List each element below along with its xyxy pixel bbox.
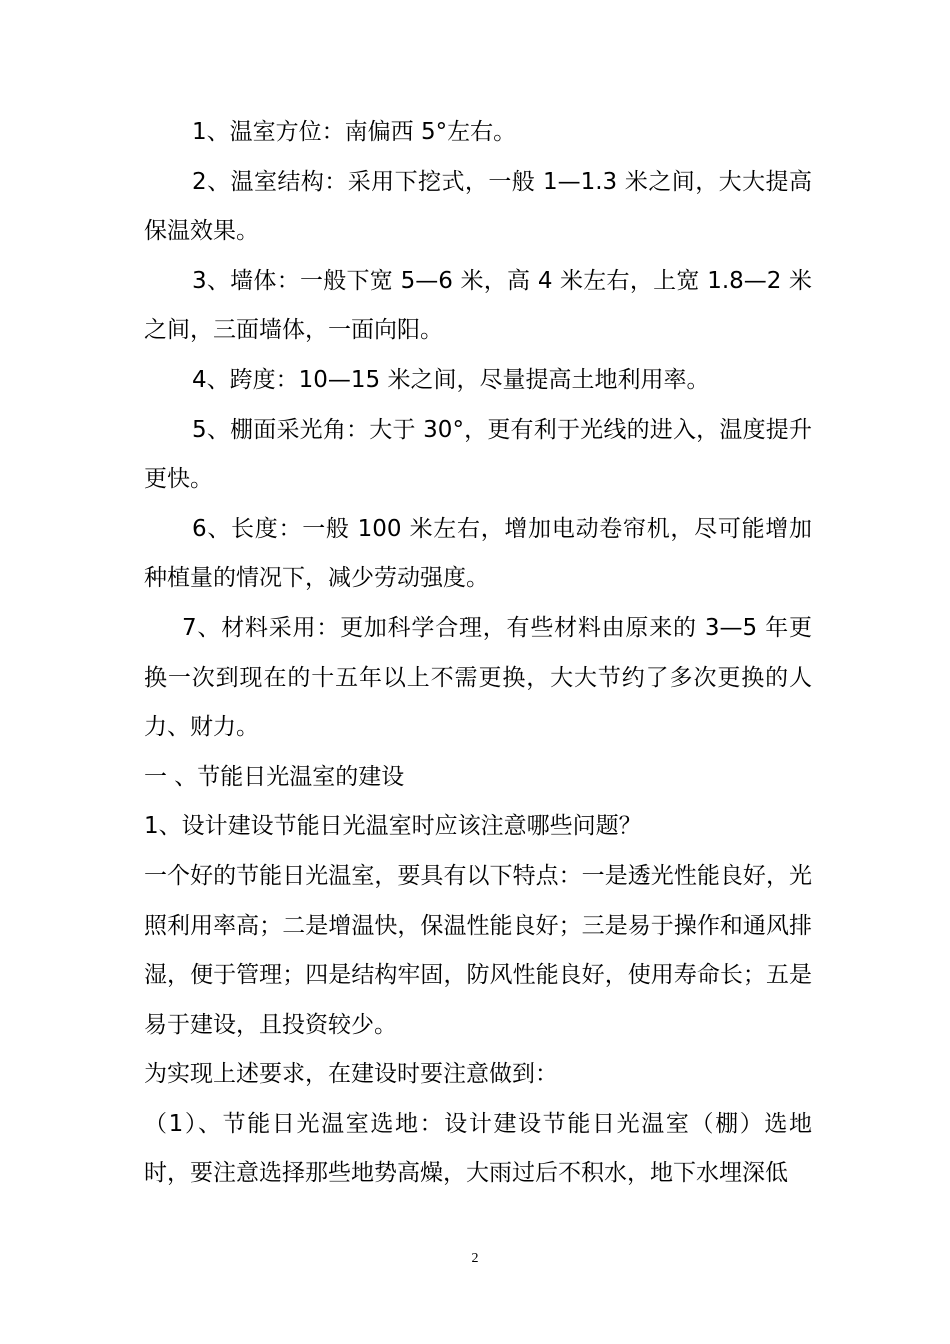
paragraph-span: 4、跨度：10—15 米之间，尽量提高土地利用率。 — [192, 366, 710, 393]
paragraph-materials: 7、材料采用：更加科学合理，有些材料由原来的 3—5 年更换一次到现在的十五年以上不需更换，大大节约了多次更换的人力、财力。 — [144, 614, 812, 741]
section-heading: 一 、节能日光温室的建设 — [144, 763, 405, 790]
paragraph-site-selection: （1）、节能日光温室选地：设计建设节能日光温室（棚）选地时，要注意选择那些地势高燥，大雨过后不积水，地下水埋深低 — [144, 1110, 812, 1187]
question-heading: 1、设计建设节能日光温室时应该注意哪些问题？ — [144, 813, 642, 840]
document-body — [144, 108, 812, 1199]
paragraph-lighting-angle: 5、棚面采光角：大于 30°，更有利于光线的进入，温度提升更快。 — [144, 416, 812, 493]
paragraph-features: 一个好的节能日光温室，要具有以下特点：一是透光性能良好，光照利用率高；二是增温快，保温性能良好；三是易于操作和通风排湿，便于管理；四是结构牢固，防风性能良好，使用寿命长；五是易于建设，且投资较少。 — [144, 862, 812, 1038]
paragraph-wall: 3、墙体：一般下宽 5—6 米，高 4 米左右，上宽 1.8—2 米之间，三面墙体，一面向阳。 — [144, 267, 812, 344]
paragraph-greenhouse-structure: 2、温室结构：采用下挖式，一般 1—1.3 米之间，大大提高保温效果。 — [144, 168, 812, 245]
paragraph-requirements-intro: 为实现上述要求，在建设时要注意做到： — [144, 1061, 558, 1088]
paragraph-greenhouse-orientation: 1、温室方位：南偏西 5°左右。 — [192, 119, 517, 145]
paragraph-length: 6、长度：一般 100 米左右，增加电动卷帘机，尽可能增加种植量的情况下，减少劳动强度。 — [144, 515, 812, 592]
page-number: 2 — [471, 1251, 479, 1266]
